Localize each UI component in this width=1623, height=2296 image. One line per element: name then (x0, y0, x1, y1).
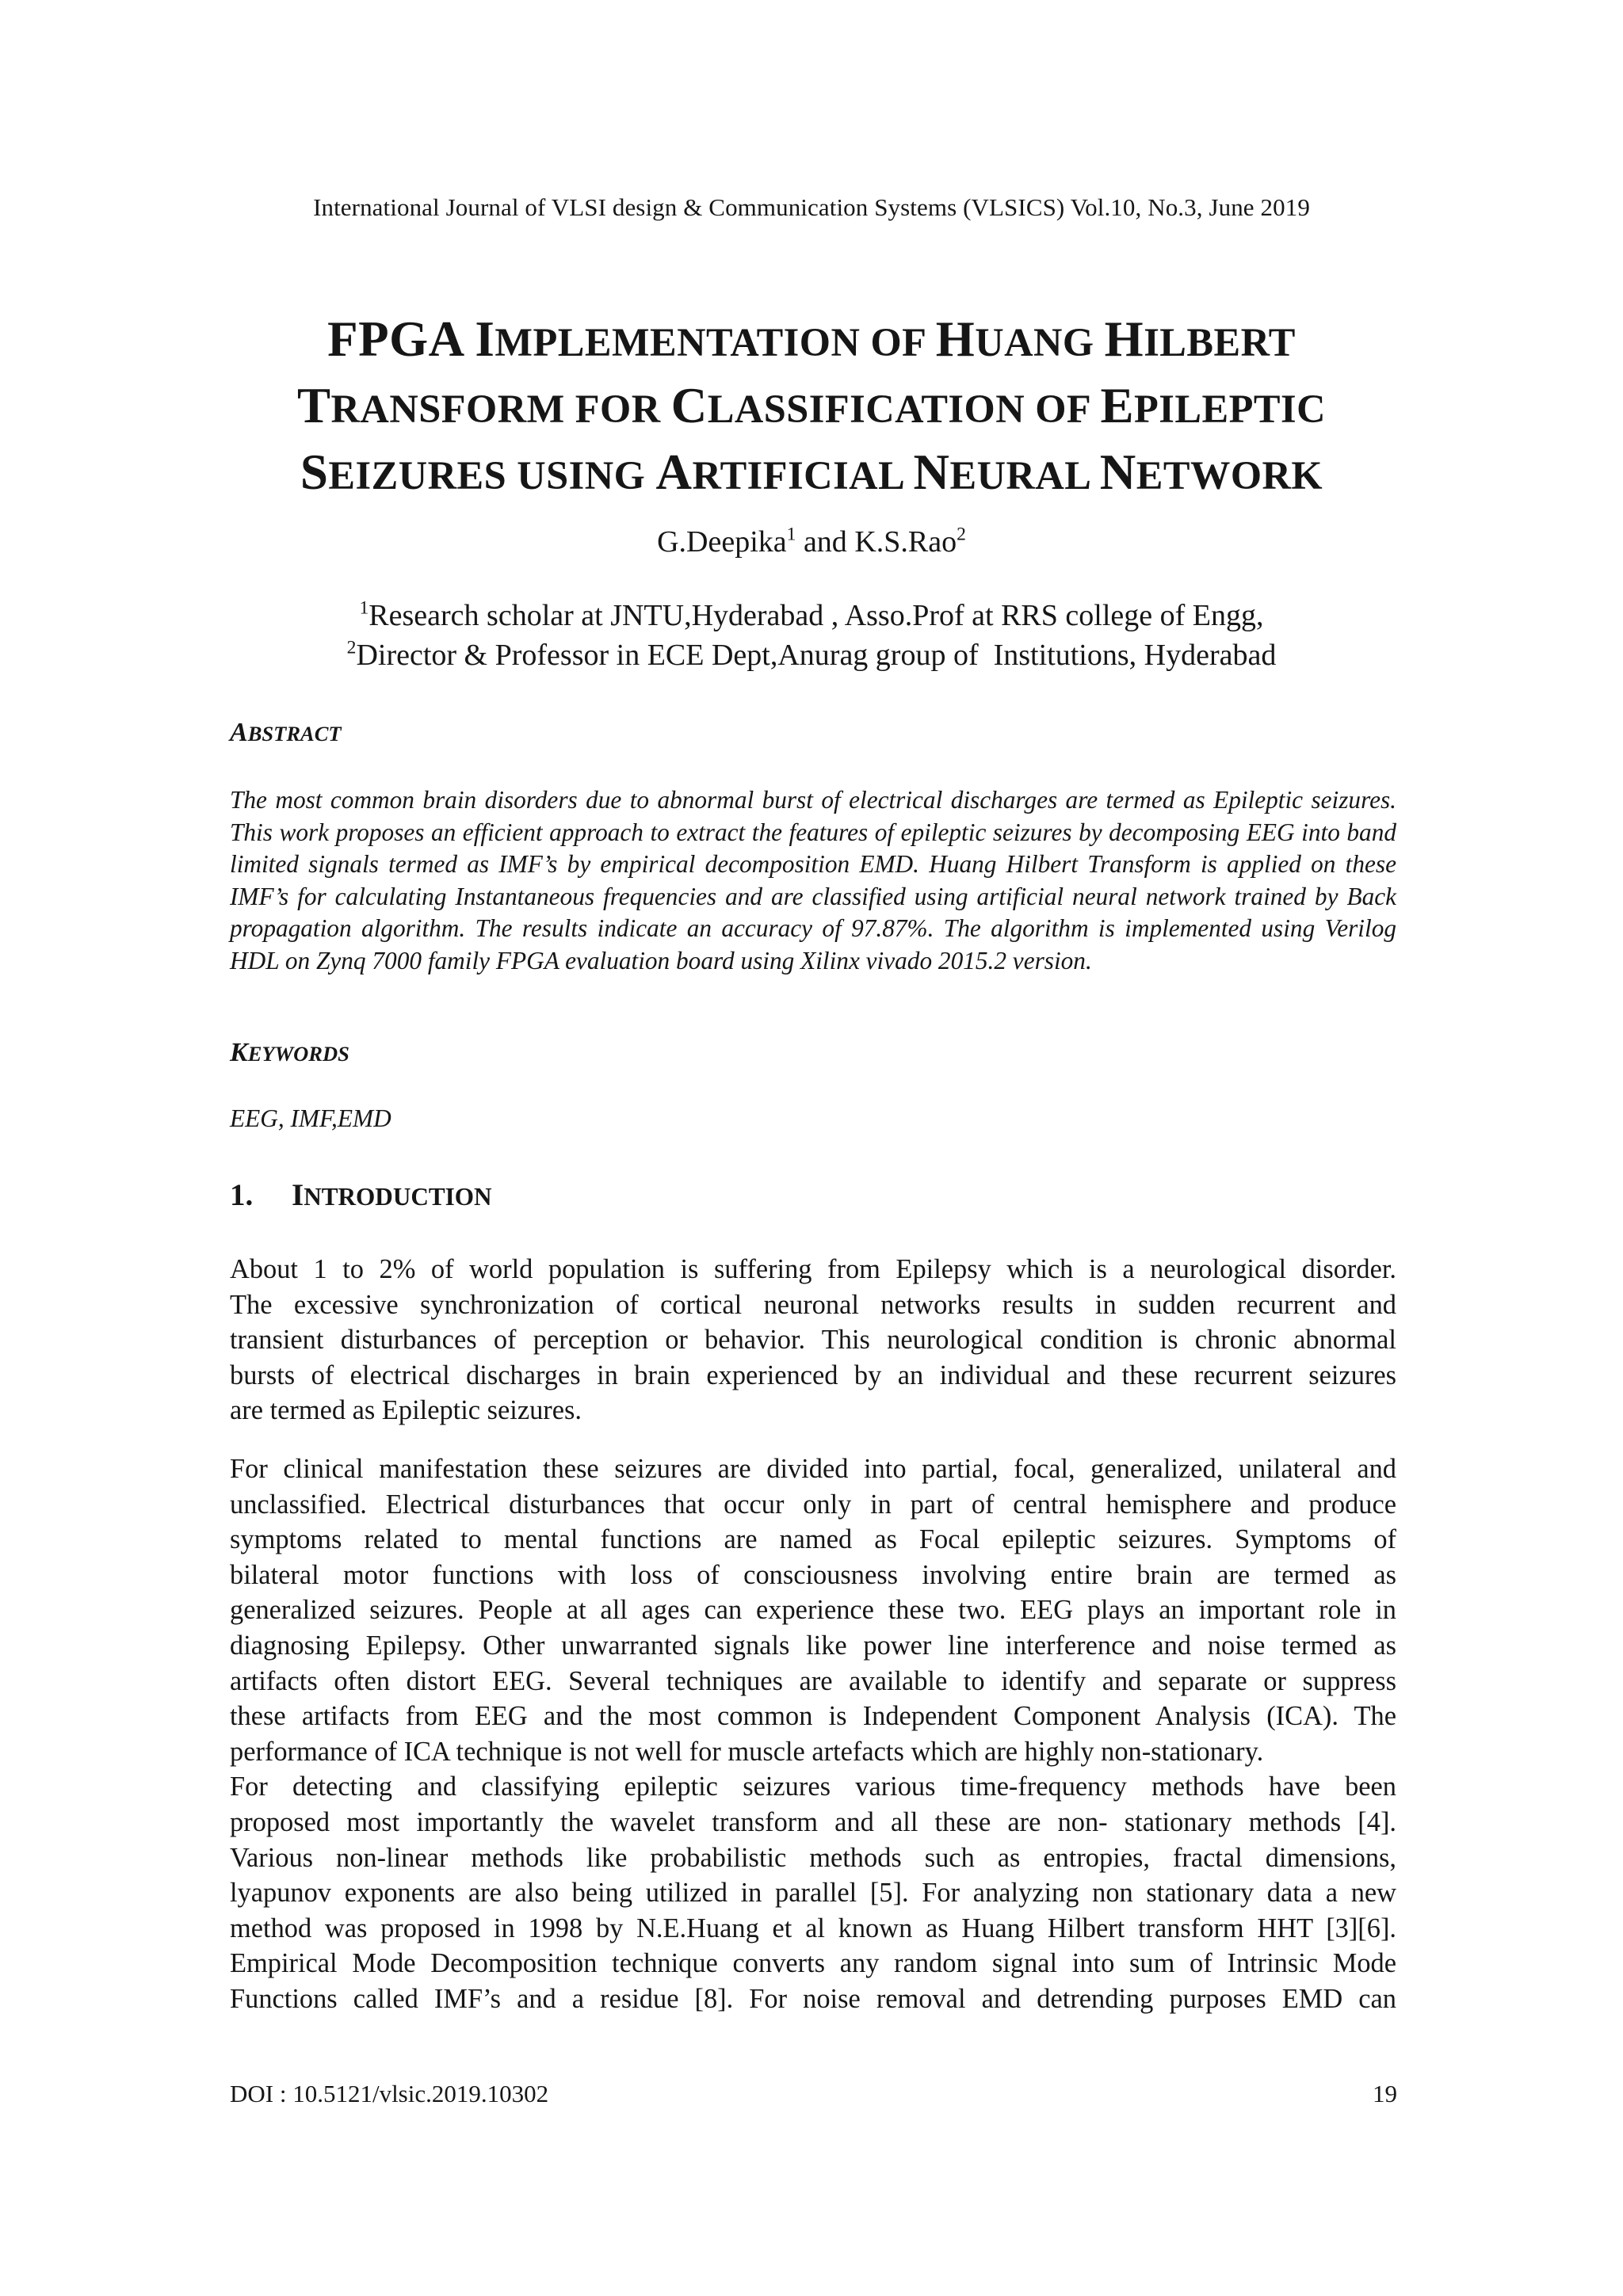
text-line: unclassified. Electrical disturbances that occur only in part of central hemisphere and produce (230, 1489, 1396, 1520)
running-header: International Journal of VLSI design & Communication Systems (VLSICS) Vol.10, No.3, June 2019 (313, 193, 1310, 221)
author-name: G.Deepika (657, 525, 787, 559)
section-number: 1. (230, 1178, 254, 1212)
text-line: Functions called IMF’s and a residue [8]. For noise removal and detrending purposes EMD can (230, 1983, 1396, 2014)
text-line: method was proposed in 1998 by N.E.Huang et al known as Huang Hilbert transform HHT [3][6]. (230, 1913, 1396, 1943)
text-line: The excessive synchronization of cortical neuronal networks results in sudden recurrent and (230, 1289, 1396, 1320)
text-line: lyapunov exponents are also being utilized in parallel [5]. For analyzing non stationary data a new (230, 1878, 1396, 1909)
intro-paragraph-1 (230, 1252, 1396, 1428)
intro-paragraph-2 (230, 1451, 1396, 2017)
text-line: generalized seizures. People at all ages can experience these two. EEG plays an important role in (230, 1595, 1396, 1626)
abstract-heading: ABSTRACT (230, 718, 342, 747)
affiliation-marker: 2 (957, 524, 966, 545)
text-line: About 1 to 2% of world population is suffering from Epilepsy which is a neurological disorder. (230, 1254, 1396, 1284)
title-line-3: SEIZURES USING ARTIFICIAL NEURAL NETWORK (300, 444, 1323, 500)
title-line-2: TRANSFORM FOR CLASSIFICATION OF EPILEPTIC (297, 378, 1326, 433)
author-line (0, 524, 1623, 559)
text-line: Various non-linear methods like probabilistic methods such as entropies, fractal dimensions, (230, 1842, 1396, 1873)
text-line: For detecting and classifying epileptic seizures various time-frequency methods have been (230, 1772, 1396, 1802)
introduction-heading: 1. INTRODUCTION (230, 1178, 492, 1212)
author-name: K.S.Rao (854, 525, 957, 559)
title-line-1: FPGA IMPLEMENTATION OF HUANG HILBERT (327, 311, 1296, 367)
affiliation-line: $^1$Research scholar at JNTU,Hyderabad , Asso.Prof at RRS college of Engg, (359, 597, 1264, 632)
text-line: diagnosing Epilepsy. Other unwarranted signals like power line interference and noise termed as (230, 1630, 1396, 1661)
text-line: bursts of electrical discharges in brain experienced by an individual and these recurrent seizures (230, 1360, 1396, 1390)
text-line: proposed most importantly the wavelet transform and all these are non- stationary methods [4]. (230, 1806, 1396, 1837)
text-line: bilateral motor functions with loss of consciousness involving entire brain are termed as (230, 1559, 1396, 1590)
affiliations (0, 596, 1623, 675)
footer-doi: DOI : 10.5121/vlsic.2019.10302 (230, 2080, 549, 2107)
page-number: 19 (1373, 2080, 1397, 2107)
paper-title (158, 307, 1465, 507)
affiliation-marker: 1 (786, 524, 796, 545)
text-line: artifacts often distort EEG. Several techniques are available to identify and separate or suppress (230, 1665, 1396, 1696)
text-line: these artifacts from EEG and the most common is Independent Component Analysis (ICA). The (230, 1701, 1396, 1732)
text-line: For clinical manifestation these seizures are divided into partial, focal, generalized, unilateral and (230, 1454, 1396, 1484)
text-line: performance of ICA technique is not well for muscle artefacts which are highly non-stationary. (230, 1736, 1264, 1767)
keywords-text: EEG, IMF,EMD (230, 1104, 391, 1132)
text-line: are termed as Epileptic seizures. (230, 1395, 582, 1426)
text-line: symptoms related to mental functions are named as Focal epileptic seizures. Symptoms of (230, 1524, 1396, 1555)
keywords-heading: KEYWORDS (230, 1038, 349, 1067)
affiliation-line: $^2$Director & Professor in ECE Dept,Anurag group of Institutions, Hyderabad (346, 637, 1277, 672)
author-conjunction: and (796, 525, 855, 559)
abstract-text: The most common brain disorders due to abnormal burst of electrical discharges are termed as Epileptic seizures. This work proposes an efficient approach to extract the features of epileptic seizures by decomposing EEG into band limited signals termed as IMF’s by empirical decomposition EMD. Huang Hilbert Transform is applied on these IMF’s for calculating Instantaneous frequencies and are classified using artificial neural network trained by Back propagation algorithm. The results indicate an accuracy of 97.87%. The algorithm is implemented using Verilog HDL on Zynq 7000 family FPGA evaluation board using Xilinx vivado 2015.2 version. (230, 786, 1396, 974)
text-line: Empirical Mode Decomposition technique converts any random signal into sum of Intrinsic Mode (230, 1948, 1396, 1979)
text-line: transient disturbances of perception or behavior. This neurological condition is chronic abnormal (230, 1325, 1396, 1356)
